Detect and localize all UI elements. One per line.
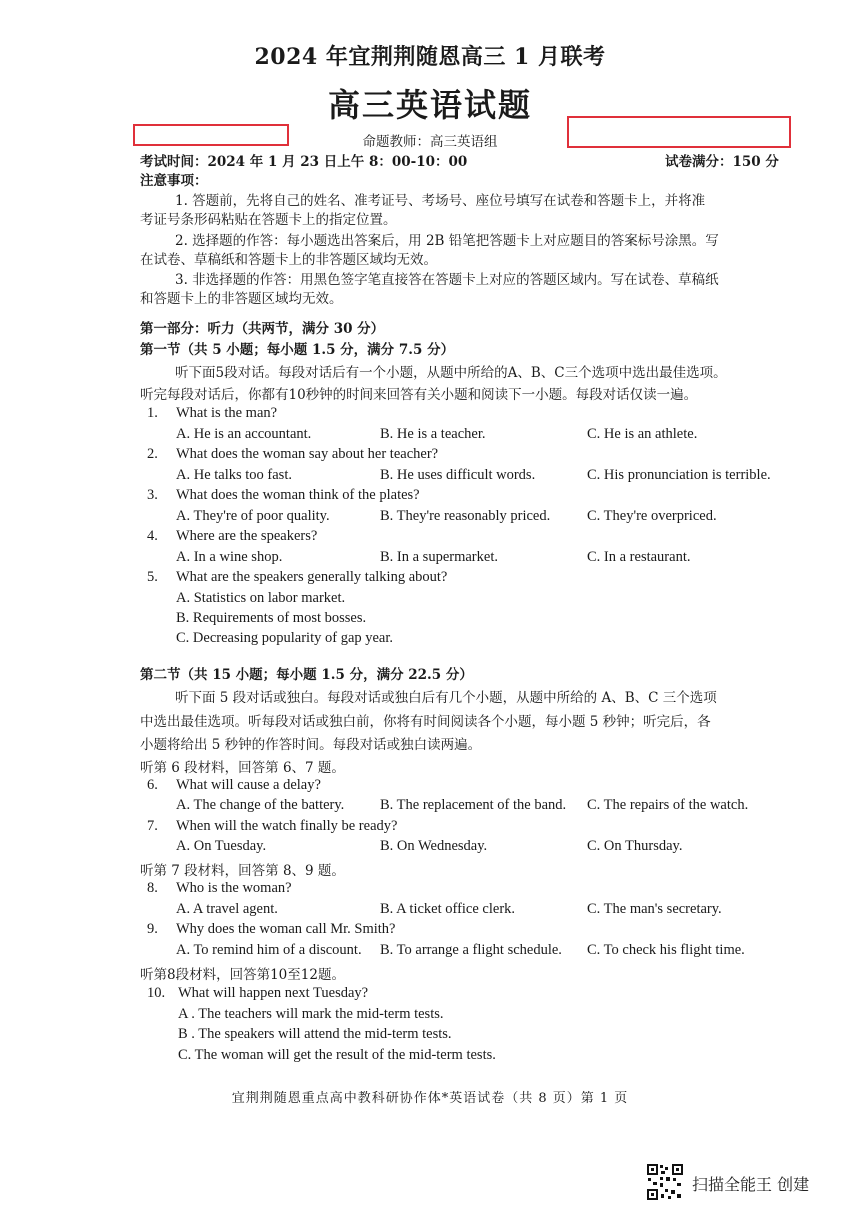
option-b: B. He is a teacher.	[380, 426, 486, 442]
section1-instruction-line-2: 听完每段对话后，你都有10秒钟的时间来回答有关小题和阅读下一小题。每段对话仅读一遍。	[140, 387, 698, 403]
question-number: 7.	[147, 818, 158, 834]
full-score: 试卷满分：150 分	[665, 154, 779, 170]
question-stem: What are the speakers generally talking about?	[176, 569, 448, 585]
question-stem: Who is the woman?	[176, 880, 292, 896]
option-b: B . The speakers will attend the mid-term tests.	[178, 1026, 452, 1042]
question-number: 8.	[147, 880, 158, 896]
section2-instruction-line-3: 小题将给出 5 秒钟的作答时间。每段对话或独白读两遍。	[140, 737, 482, 753]
option-a: A . The teachers will mark the mid-term tests.	[178, 1006, 444, 1022]
option-b: B. The replacement of the band.	[380, 797, 567, 813]
question-stem: Where are the speakers?	[176, 528, 318, 544]
option-a: A. On Tuesday.	[176, 838, 267, 854]
option-c: C. The repairs of the watch.	[587, 797, 749, 813]
option-a: A. Statistics on labor market.	[176, 590, 346, 606]
note-1-line-1: 1. 答题前，先将自己的姓名、准考证号、考场号、座位号填写在试卷和答题卡上，并将准	[175, 193, 706, 209]
question-number: 6.	[147, 777, 158, 793]
question-stem: What does the woman say about her teacher?	[176, 446, 439, 462]
option-a: A. He talks too fast.	[176, 467, 292, 483]
question-number: 4.	[147, 528, 158, 544]
section2-instruction-line-2: 中选出最佳选项。听每段对话或独白前，你将有时间阅读各个小题，每小题 5 秒钟；听完后，各	[140, 714, 711, 730]
notes-heading: 注意事项：	[140, 173, 208, 189]
section1-instruction-line-1: 听下面5段对话。每段对话后有一个小题，从题中所给的A、B、C三个选项中选出最佳选项。	[175, 365, 727, 381]
question-stem: What does the woman think of the plates?	[176, 487, 420, 503]
option-c: C. In a restaurant.	[587, 549, 691, 565]
option-b: B. To arrange a flight schedule.	[380, 942, 562, 958]
option-b: B. He uses difficult words.	[380, 467, 536, 483]
option-a: A. He is an accountant.	[176, 426, 312, 442]
option-a: A. The change of the battery.	[176, 797, 345, 813]
option-c: C. They're overpriced.	[587, 508, 717, 524]
note-3-line-2: 和答题卡上的非答题区域均无效。	[140, 291, 343, 307]
option-a: A. In a wine shop.	[176, 549, 283, 565]
question-number: 10.	[147, 985, 166, 1001]
exam-title: 2024 年宜荆荆随恩高三 1 月联考	[254, 44, 606, 70]
option-c: C. Decreasing popularity of gap year.	[176, 630, 394, 646]
question-number: 9.	[147, 921, 158, 937]
option-b: B. Requirements of most bosses.	[176, 610, 367, 626]
proposer-line: 命题教师：高三英语组	[362, 134, 498, 150]
option-c: C. To check his flight time.	[587, 942, 745, 958]
note-2-line-2: 在试卷、草稿纸和答题卡上的非答题区域均无效。	[140, 252, 437, 268]
question-number: 2.	[147, 446, 158, 462]
option-c: C. The man's secretary.	[587, 901, 722, 917]
option-b: B. In a supermarket.	[380, 549, 498, 565]
material-6-label: 听第 6 段材料，回答第 6、7 题。	[140, 760, 345, 776]
option-a: A. A travel agent.	[176, 901, 278, 917]
question-stem: When will the watch finally be ready?	[176, 818, 398, 834]
material-7-label: 听第 7 段材料，回答第 8、9 题。	[140, 863, 345, 879]
part1-heading: 第一部分：听力（共两节，满分 30 分）	[140, 321, 385, 337]
question-stem: What will happen next Tuesday?	[178, 985, 369, 1001]
question-number: 3.	[147, 487, 158, 503]
option-c: C. On Thursday.	[587, 838, 683, 854]
option-a: A. They're of poor quality.	[176, 508, 330, 524]
qr-code-icon	[646, 1163, 684, 1201]
option-c: C. He is an athlete.	[587, 426, 698, 442]
option-c: C. The woman will get the result of the mid-term tests.	[178, 1047, 496, 1063]
option-b: B. On Wednesday.	[380, 838, 488, 854]
note-1-line-2: 考证号条形码粘贴在答题卡上的指定位置。	[140, 212, 397, 228]
option-c: C. His pronunciation is terrible.	[587, 467, 771, 483]
question-number: 1.	[147, 405, 158, 421]
note-3-line-1: 3. 非选择题的作答：用黑色签字笔直接答在答题卡上对应的答题区域内。写在试卷、草稿纸	[175, 272, 719, 288]
paper-title: 高三英语试题	[327, 86, 532, 124]
section2-heading: 第二节（共 15 小题；每小题 1.5 分，满分 22.5 分）	[140, 667, 473, 683]
question-stem: What is the man?	[176, 405, 278, 421]
option-a: A. To remind him of a discount.	[176, 942, 362, 958]
camscanner-label: 扫描全能王 创建	[692, 1175, 810, 1194]
page-footer: 宜荆荆随恩重点高中教科研协作体*英语试卷（共 8 页）第 1 页	[231, 1091, 629, 1106]
section2-instruction-line-1: 听下面 5 段对话或独白。每段对话或独白后有几个小题，从题中所给的 A、B、C 三个选项	[175, 690, 717, 706]
question-number: 5.	[147, 569, 158, 585]
exam-time: 考试时间：2024 年 1 月 23 日上午 8：00-10：00	[140, 154, 468, 170]
material-8-label: 听第8段材料，回答第10至12题。	[140, 967, 345, 983]
question-stem: What will cause a delay?	[176, 777, 321, 793]
section1-heading: 第一节（共 5 小题；每小题 1.5 分，满分 7.5 分）	[140, 342, 455, 358]
note-2-line-1: 2. 选择题的作答：每小题选出答案后，用 2B 铅笔把答题卡上对应题目的答案标号涂黑。写	[175, 233, 719, 249]
question-stem: Why does the woman call Mr. Smith?	[176, 921, 396, 937]
option-b: B. A ticket office clerk.	[380, 901, 516, 917]
option-b: B. They're reasonably priced.	[380, 508, 551, 524]
